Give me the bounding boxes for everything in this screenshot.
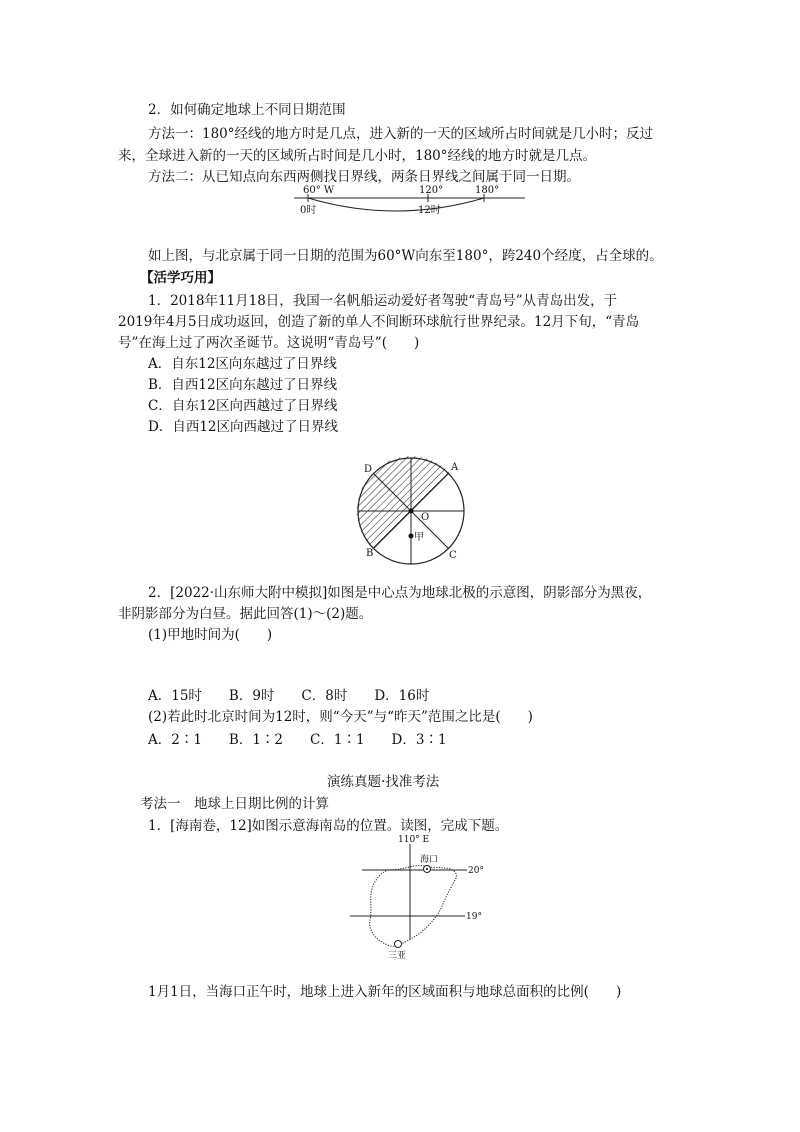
section-title: 2．如何确定地球上不同日期范围	[148, 102, 346, 118]
hainan-coastline	[370, 865, 457, 946]
label-20deg: 20°	[468, 866, 484, 876]
polar-diagram	[0, 454, 800, 574]
label-a: A	[451, 462, 459, 473]
label-jia: 甲	[414, 532, 424, 543]
q2-sub2: (2)若此时北京时间为12时，则“今天”与“昨天”范围之比是( )	[148, 709, 533, 725]
q1-line2: 2019年4月5日成功返回，创造了新的单人不间断环球航行世界纪录。12月下旬，“青岛	[118, 314, 640, 330]
label-12h: 12时	[418, 205, 441, 216]
label-0h: 0时	[300, 205, 317, 216]
sanya-marker	[395, 941, 402, 948]
q1-option-a: A．自东12区向东越过了日界线	[148, 356, 337, 372]
q2-sub2-options: A．2∶1 B．1∶2 C．1∶1 D．3∶1	[148, 732, 447, 748]
drill-heading: 演练真题·找准考法	[327, 774, 440, 790]
label-d: D	[364, 464, 373, 475]
q1-line1: 1．2018年11月18日，我国一名帆船运动爱好者驾驶“青岛号”从青岛出发，于	[148, 293, 618, 309]
explanation-text: 如上图，与北京属于同一日期的范围为60°W向东至180°，跨240个经度，占全球的。	[148, 248, 663, 264]
drill-q1: 1．[海南卷，12]如图示意海南岛的位置。读图，完成下题。	[148, 818, 509, 834]
date-line-diagram	[0, 180, 800, 240]
hainan-map	[0, 832, 800, 962]
method1-line1: 方法一：180°经线的地方时是几点，进入新的一天的区域所占时间就是几小时；反过	[148, 126, 654, 142]
q2-sub1-options: A．15时 B．9时 C．8时 D．16时	[148, 688, 430, 704]
label-b: B	[366, 548, 374, 559]
q1-line3: 号”在海上过了两次圣诞节。这说明“青岛号”( )	[118, 335, 420, 351]
drill-question: 1月1日，当海口正午时，地球上进入新年的区域面积与地球总面积的比例( )	[148, 984, 622, 1000]
haikou-dot	[426, 868, 428, 870]
method2-line: 方法二：从已知点向东西两侧找日界线，两条日界线之间属于同一日期。	[148, 169, 580, 185]
line-oc	[411, 511, 449, 549]
label-60w: 60° W	[303, 185, 335, 196]
drill-method-title: 考法一 地球上日期比例的计算	[140, 796, 329, 812]
practice-heading: 【活学巧用】	[140, 270, 221, 286]
jia-point	[409, 534, 414, 539]
q1-option-c: C．自东12区向西越过了日界线	[148, 398, 338, 414]
q1-option-b: B．自西12区向东越过了日界线	[148, 377, 338, 393]
q2-sub1: (1)甲地时间为( )	[148, 627, 273, 643]
label-haikou: 海口	[420, 855, 439, 865]
q1-option-d: D．自西12区向西越过了日界线	[148, 419, 339, 435]
label-sanya: 三亚	[388, 951, 407, 961]
pole-point	[409, 509, 414, 514]
q2-line2: 非阴影部分为白昼。据此回答(1)～(2)题。	[118, 606, 373, 622]
label-c: C	[449, 550, 457, 561]
method1-line2: 来，全球进入新的一天的区域所占时间是几小时，180°经线的地方时就是几点。	[118, 148, 597, 164]
label-110e: 110° E	[398, 835, 430, 845]
label-19deg: 19°	[466, 912, 482, 922]
label-120: 120°	[419, 185, 444, 196]
date-arc	[308, 198, 484, 211]
q2-line1: 2．[2022·山东师大附中模拟]如图是中心点为地球北极的示意图，阴影部分为黑夜，	[148, 585, 652, 601]
label-180: 180°	[475, 185, 500, 196]
label-o: O	[421, 512, 430, 523]
